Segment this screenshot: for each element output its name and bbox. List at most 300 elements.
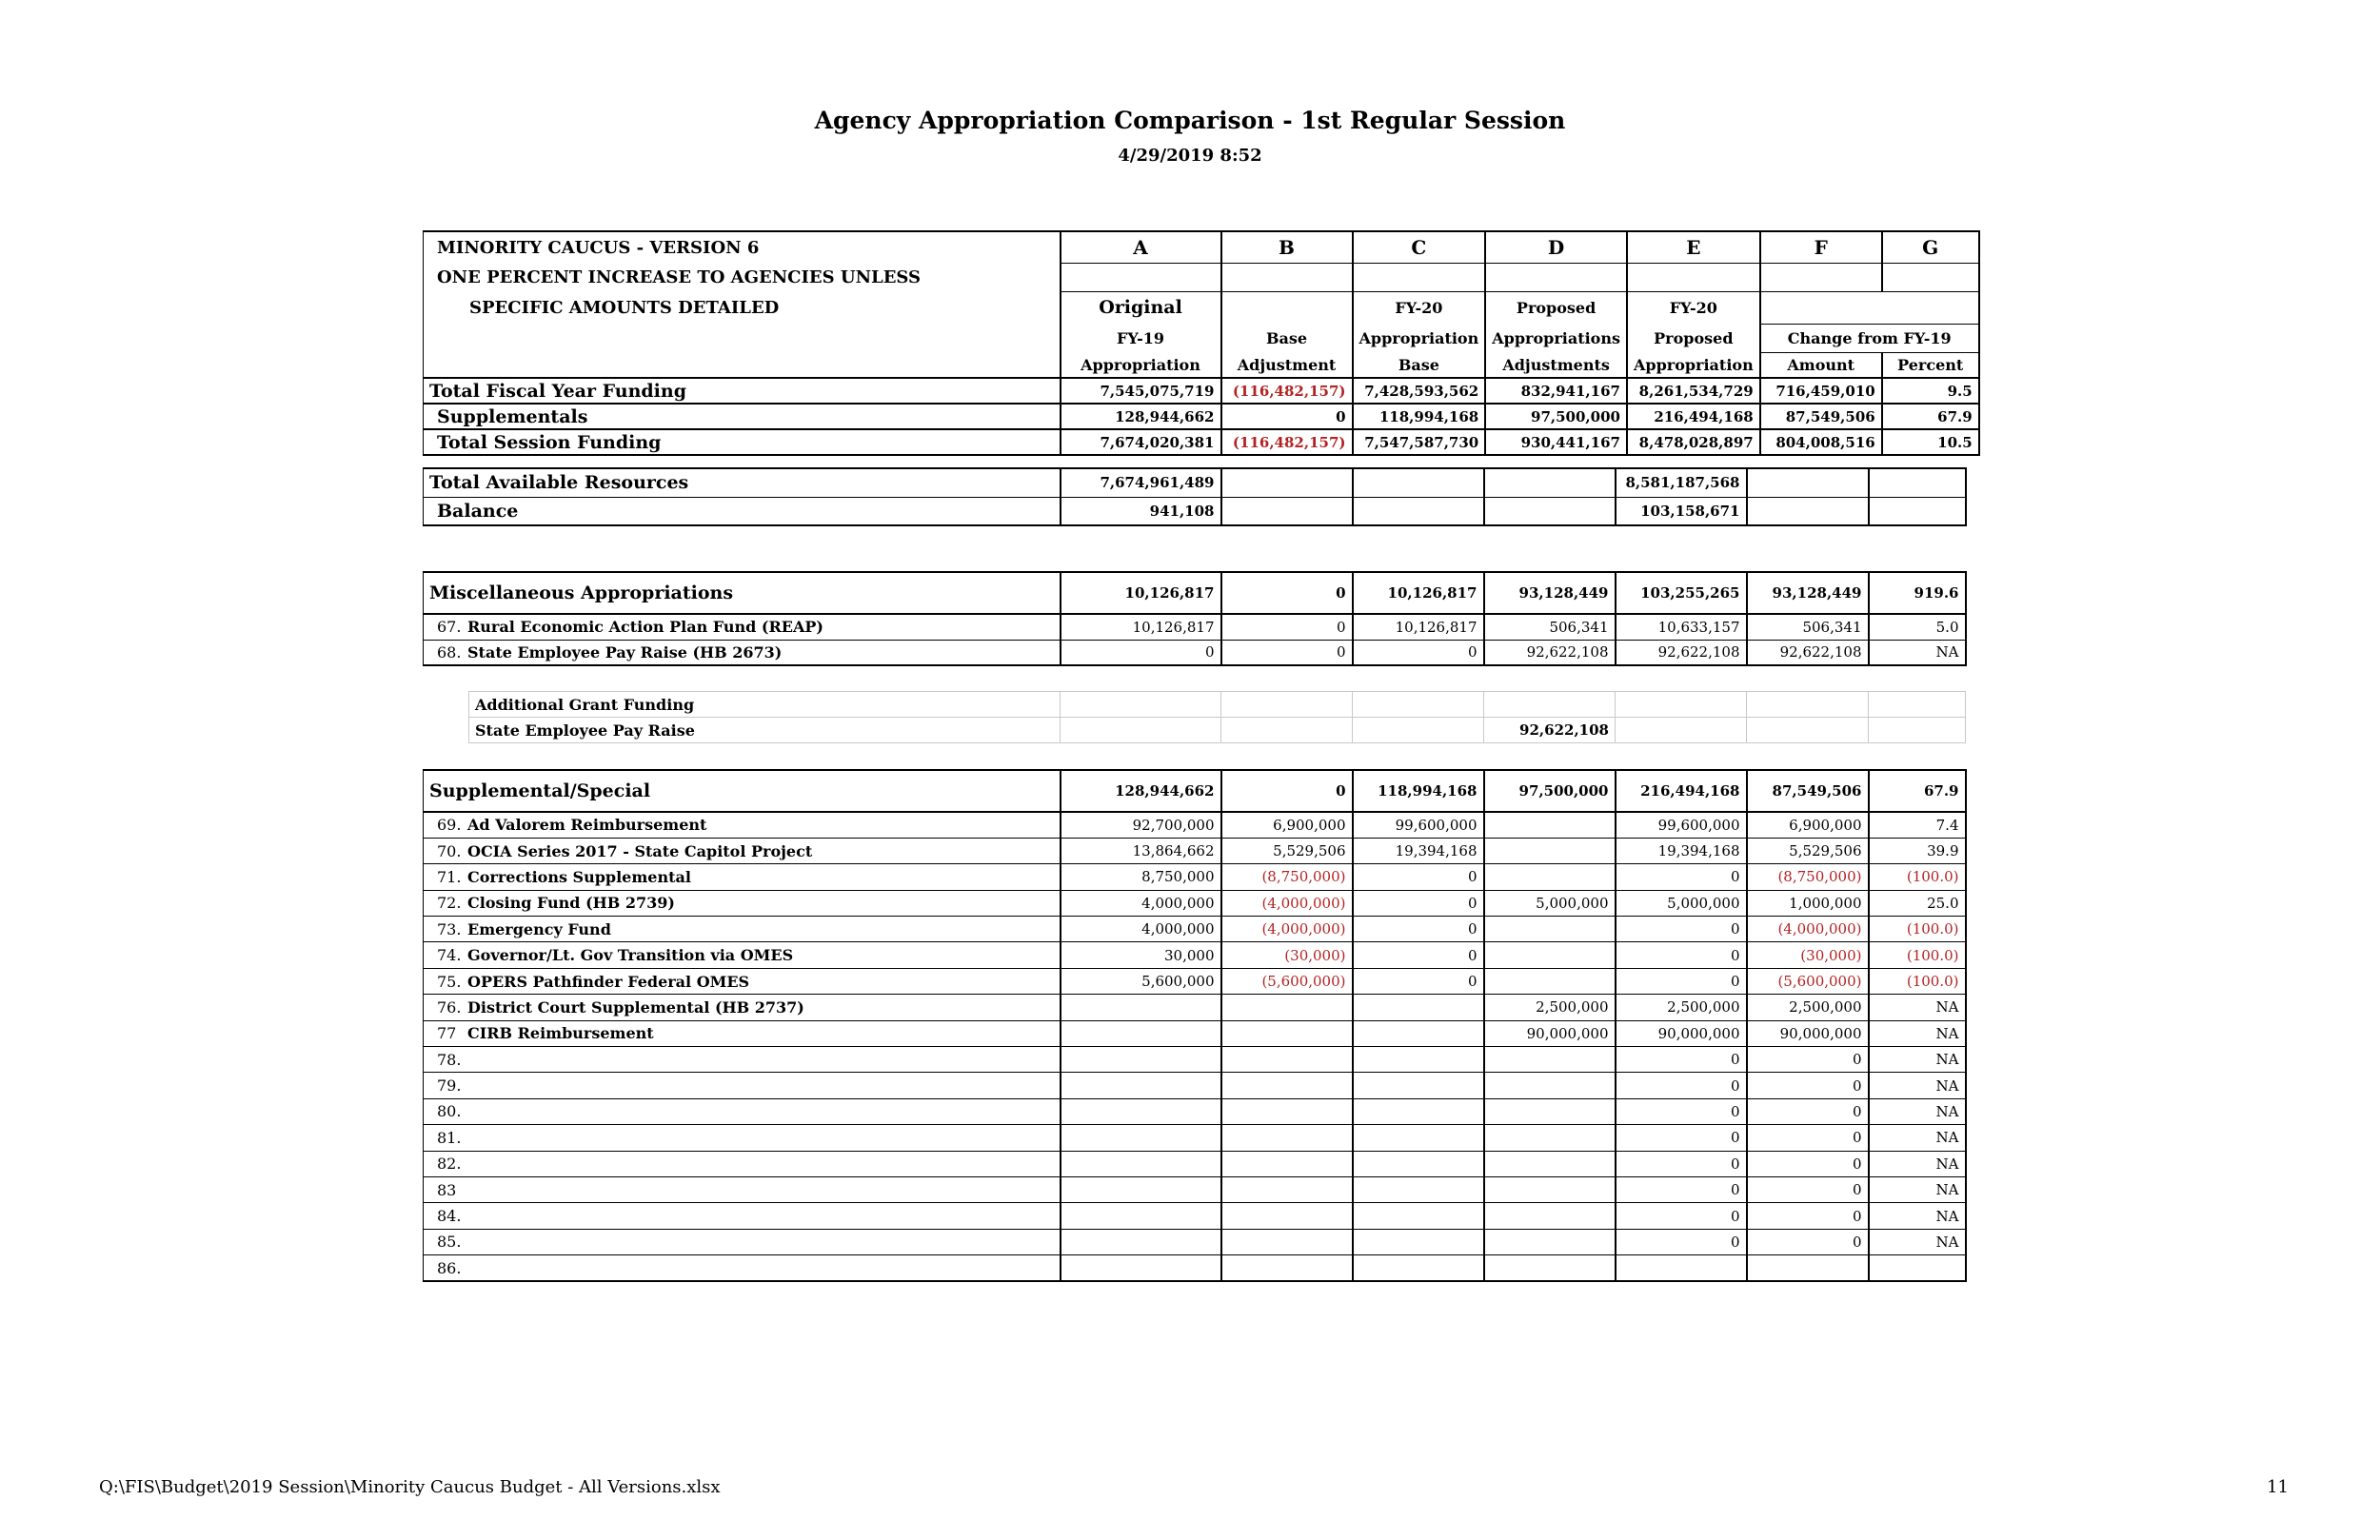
line-label: OCIA Series 2017 - State Capitol Project bbox=[467, 841, 813, 860]
value-cell: 0 bbox=[1616, 1098, 1747, 1124]
col-c-h3: Base bbox=[1353, 352, 1486, 378]
value-cell bbox=[1616, 718, 1747, 743]
value-cell: 0 bbox=[1353, 917, 1484, 942]
value-cell bbox=[1484, 942, 1616, 968]
value-cell: 0 bbox=[1616, 864, 1747, 890]
value-cell bbox=[1221, 1176, 1353, 1202]
value-cell bbox=[1061, 1151, 1221, 1176]
value-cell: 39.9 bbox=[1869, 838, 1966, 863]
value-cell bbox=[1747, 468, 1869, 497]
row-total-fiscal-year bbox=[424, 378, 1979, 404]
value-cell: 97,500,000 bbox=[1484, 770, 1616, 812]
line-number: 69. bbox=[437, 816, 462, 835]
col-e-h2: Proposed bbox=[1627, 324, 1760, 352]
value-cell: 0 bbox=[1616, 942, 1747, 968]
value-cell: 97,500,000 bbox=[1485, 404, 1627, 429]
value-cell: 930,441,167 bbox=[1485, 429, 1627, 455]
supp-line-item bbox=[424, 1176, 1966, 1202]
value-cell bbox=[1061, 692, 1221, 718]
line-number: 86. bbox=[437, 1258, 462, 1277]
line-number: 73. bbox=[437, 919, 462, 938]
value-cell: 99,600,000 bbox=[1353, 812, 1484, 838]
value-cell: NA bbox=[1869, 1073, 1966, 1098]
value-cell: (5,600,000) bbox=[1221, 968, 1353, 994]
value-cell: 5.0 bbox=[1869, 614, 1966, 640]
value-cell: 128,944,662 bbox=[1061, 404, 1221, 429]
col-letter-e: E bbox=[1627, 231, 1760, 263]
col-letter-d: D bbox=[1485, 231, 1627, 263]
value-cell: 804,008,516 bbox=[1760, 429, 1882, 455]
value-cell bbox=[1484, 1098, 1616, 1124]
value-cell: 2,500,000 bbox=[1747, 995, 1869, 1020]
value-cell: NA bbox=[1869, 995, 1966, 1020]
value-cell: 92,622,108 bbox=[1616, 640, 1747, 665]
value-cell: 216,494,168 bbox=[1616, 770, 1747, 812]
value-cell: 10.5 bbox=[1882, 429, 1979, 455]
misc-line-item-label bbox=[424, 640, 1061, 665]
value-cell bbox=[1353, 1047, 1484, 1073]
supp-line-item bbox=[424, 838, 1966, 863]
value-cell bbox=[1221, 1203, 1353, 1229]
row-total-session bbox=[424, 429, 1979, 455]
value-cell: 0 bbox=[1353, 968, 1484, 994]
value-cell bbox=[1353, 1098, 1484, 1124]
value-cell bbox=[1221, 1047, 1353, 1073]
supp-line-item-label bbox=[424, 1098, 1061, 1124]
value-cell: NA bbox=[1869, 1047, 1966, 1073]
value-cell: 87,549,506 bbox=[1747, 770, 1869, 812]
value-cell: 0 bbox=[1747, 1073, 1869, 1098]
col-d-h1: Proposed bbox=[1485, 291, 1627, 324]
summary-table bbox=[423, 230, 1980, 456]
line-number: 81. bbox=[437, 1128, 462, 1147]
col-e-h1: FY-20 bbox=[1627, 291, 1760, 324]
row-supp-total bbox=[424, 770, 1966, 812]
value-cell bbox=[1484, 468, 1616, 497]
value-cell: 8,478,028,897 bbox=[1627, 429, 1760, 455]
col-d-h2: Appropriations bbox=[1485, 324, 1627, 352]
value-cell: 2,500,000 bbox=[1484, 995, 1616, 1020]
value-cell: NA bbox=[1869, 1203, 1966, 1229]
timestamp: 4/29/2019 8:52 bbox=[1118, 146, 1262, 166]
col-g-header: Percent bbox=[1882, 352, 1979, 378]
value-cell bbox=[1484, 864, 1616, 890]
value-cell: 1,000,000 bbox=[1747, 890, 1869, 916]
supp-line-item-label bbox=[424, 1176, 1061, 1202]
supp-line-item bbox=[424, 1229, 1966, 1254]
value-cell: 10,126,817 bbox=[1061, 572, 1221, 614]
supp-line-item-label bbox=[424, 995, 1061, 1020]
value-cell: 92,622,108 bbox=[1747, 640, 1869, 665]
value-cell: 506,341 bbox=[1747, 614, 1869, 640]
value-cell: (30,000) bbox=[1747, 942, 1869, 968]
col-letter-f: F bbox=[1760, 231, 1882, 263]
value-cell: 0 bbox=[1221, 614, 1353, 640]
value-cell bbox=[1061, 1098, 1221, 1124]
value-cell: 4,000,000 bbox=[1061, 890, 1221, 916]
value-cell: 128,944,662 bbox=[1061, 770, 1221, 812]
line-label: Rural Economic Action Plan Fund (REAP) bbox=[467, 618, 823, 637]
value-cell bbox=[1221, 1125, 1353, 1151]
col-letter-c: C bbox=[1353, 231, 1486, 263]
value-cell: 10,126,817 bbox=[1353, 614, 1484, 640]
value-cell: 2,500,000 bbox=[1616, 995, 1747, 1020]
value-cell: 7,547,587,730 bbox=[1353, 429, 1486, 455]
value-cell bbox=[1616, 692, 1747, 718]
value-cell: (100.0) bbox=[1869, 942, 1966, 968]
value-cell: 7,674,961,489 bbox=[1061, 468, 1221, 497]
value-cell: (30,000) bbox=[1221, 942, 1353, 968]
value-cell bbox=[1061, 1020, 1221, 1046]
value-cell: 0 bbox=[1221, 572, 1353, 614]
line-number: 74. bbox=[437, 946, 462, 965]
supp-line-item bbox=[424, 1125, 1966, 1151]
supp-line-item bbox=[424, 1151, 1966, 1176]
value-cell: 7,545,075,719 bbox=[1061, 378, 1221, 404]
value-cell: 6,900,000 bbox=[1747, 812, 1869, 838]
col-b-h2: Adjustment bbox=[1221, 352, 1353, 378]
supp-line-item bbox=[424, 890, 1966, 916]
line-label: Emergency Fund bbox=[467, 919, 611, 938]
supp-line-item-label bbox=[424, 864, 1061, 890]
value-cell bbox=[1869, 718, 1966, 743]
value-cell: 716,459,010 bbox=[1760, 378, 1882, 404]
supp-line-item bbox=[424, 1203, 1966, 1229]
misc-line-item bbox=[424, 614, 1966, 640]
line-number: 76. bbox=[437, 997, 462, 1017]
row-total-available-label: Total Available Resources bbox=[424, 468, 1061, 497]
value-cell bbox=[1869, 692, 1966, 718]
value-cell: NA bbox=[1869, 1020, 1966, 1046]
value-cell: 0 bbox=[1616, 1151, 1747, 1176]
supp-line-item-label bbox=[424, 1229, 1061, 1254]
value-cell: 0 bbox=[1747, 1047, 1869, 1073]
value-cell bbox=[1353, 1255, 1484, 1281]
value-cell bbox=[1221, 1229, 1353, 1254]
value-cell: 0 bbox=[1747, 1229, 1869, 1254]
caucus-line-2: ONE PERCENT INCREASE TO AGENCIES UNLESS bbox=[424, 263, 1061, 291]
line-number: 85. bbox=[437, 1233, 462, 1252]
value-cell: 67.9 bbox=[1882, 404, 1979, 429]
value-cell: (4,000,000) bbox=[1747, 917, 1869, 942]
value-cell bbox=[1484, 917, 1616, 942]
misc-line-item-label bbox=[424, 614, 1061, 640]
value-cell: 0 bbox=[1061, 640, 1221, 665]
supp-line-item-label bbox=[424, 917, 1061, 942]
value-cell: 118,994,168 bbox=[1353, 770, 1484, 812]
row-total-available bbox=[424, 468, 1966, 497]
value-cell bbox=[1353, 1151, 1484, 1176]
value-cell bbox=[1061, 1176, 1221, 1202]
supp-line-item bbox=[424, 1255, 1966, 1281]
value-cell: (8,750,000) bbox=[1221, 864, 1353, 890]
value-cell bbox=[1484, 1125, 1616, 1151]
value-cell bbox=[1353, 1176, 1484, 1202]
row-supplementals-label: Supplementals bbox=[424, 404, 1061, 429]
supp-line-item-label bbox=[424, 1255, 1061, 1281]
value-cell: NA bbox=[1869, 1098, 1966, 1124]
value-cell: 19,394,168 bbox=[1616, 838, 1747, 863]
value-cell: (116,482,157) bbox=[1221, 429, 1353, 455]
row-total-session-label: Total Session Funding bbox=[424, 429, 1061, 455]
value-cell: 0 bbox=[1616, 1125, 1747, 1151]
misc-line-item bbox=[424, 640, 1966, 665]
file-path: Q:\FIS\Budget\2019 Session\Minority Caucus Budget - All Versions.xlsx bbox=[99, 1477, 721, 1497]
value-cell bbox=[1221, 1098, 1353, 1124]
value-cell: 832,941,167 bbox=[1485, 378, 1627, 404]
col-e-h3: Appropriation bbox=[1627, 352, 1760, 378]
value-cell: 0 bbox=[1616, 1176, 1747, 1202]
supp-line-item-label bbox=[424, 942, 1061, 968]
value-cell bbox=[1484, 968, 1616, 994]
line-number: 83 bbox=[437, 1180, 457, 1199]
value-cell: 0 bbox=[1747, 1098, 1869, 1124]
value-cell bbox=[1484, 838, 1616, 863]
supp-line-item bbox=[424, 917, 1966, 942]
value-cell bbox=[1221, 1073, 1353, 1098]
supp-line-item bbox=[424, 1073, 1966, 1098]
supp-line-item bbox=[424, 1020, 1966, 1046]
line-label: OPERS Pathfinder Federal OMES bbox=[467, 972, 750, 991]
value-cell: 19,394,168 bbox=[1353, 838, 1484, 863]
value-cell: 67.9 bbox=[1869, 770, 1966, 812]
value-cell: (4,000,000) bbox=[1221, 917, 1353, 942]
value-cell: 90,000,000 bbox=[1616, 1020, 1747, 1046]
value-cell: 30,000 bbox=[1061, 942, 1221, 968]
col-a-h1: Original bbox=[1061, 291, 1221, 324]
value-cell: 941,108 bbox=[1061, 497, 1221, 525]
col-b-h1: Base bbox=[1221, 324, 1353, 352]
value-cell: NA bbox=[1869, 1151, 1966, 1176]
value-cell: (116,482,157) bbox=[1221, 378, 1353, 404]
supp-line-item-label bbox=[424, 1203, 1061, 1229]
value-cell bbox=[1353, 1073, 1484, 1098]
value-cell: 8,261,534,729 bbox=[1627, 378, 1760, 404]
value-cell: NA bbox=[1869, 1125, 1966, 1151]
value-cell: 10,633,157 bbox=[1616, 614, 1747, 640]
value-cell: 5,000,000 bbox=[1616, 890, 1747, 916]
value-cell: 93,128,449 bbox=[1484, 572, 1616, 614]
value-cell bbox=[1221, 995, 1353, 1020]
supp-line-item bbox=[424, 1047, 1966, 1073]
value-cell bbox=[1221, 718, 1353, 743]
value-cell bbox=[1747, 692, 1869, 718]
col-a-h3: Appropriation bbox=[1061, 352, 1221, 378]
value-cell: (4,000,000) bbox=[1221, 890, 1353, 916]
value-cell: 0 bbox=[1616, 1073, 1747, 1098]
line-label: Governor/Lt. Gov Transition via OMES bbox=[467, 946, 794, 965]
value-cell bbox=[1221, 468, 1353, 497]
line-label: State Employee Pay Raise (HB 2673) bbox=[467, 642, 783, 661]
value-cell bbox=[1484, 1047, 1616, 1073]
value-cell: 5,600,000 bbox=[1061, 968, 1221, 994]
supp-line-item-label bbox=[424, 968, 1061, 994]
value-cell bbox=[1484, 812, 1616, 838]
value-cell: 8,750,000 bbox=[1061, 864, 1221, 890]
value-cell: (5,600,000) bbox=[1747, 968, 1869, 994]
value-cell bbox=[1061, 718, 1221, 743]
resources-table bbox=[423, 467, 1967, 526]
supp-line-item bbox=[424, 1098, 1966, 1124]
supplemental-special-table bbox=[423, 769, 1967, 1282]
supp-line-item-label bbox=[424, 890, 1061, 916]
col-f-header: Amount bbox=[1760, 352, 1882, 378]
value-cell bbox=[1747, 718, 1869, 743]
value-cell: 5,000,000 bbox=[1484, 890, 1616, 916]
value-cell bbox=[1353, 1125, 1484, 1151]
value-cell: NA bbox=[1869, 1229, 1966, 1254]
line-number: 71. bbox=[437, 867, 462, 886]
value-cell: 90,000,000 bbox=[1747, 1020, 1869, 1046]
page-number: 11 bbox=[2267, 1477, 2289, 1497]
misc-appropriations-table bbox=[423, 571, 1967, 666]
line-label: Corrections Supplemental bbox=[467, 867, 691, 886]
row-balance-label: Balance bbox=[424, 497, 1061, 525]
value-cell: 92,622,108 bbox=[1484, 718, 1616, 743]
value-cell: 0 bbox=[1353, 864, 1484, 890]
supp-line-item-label bbox=[424, 1020, 1061, 1046]
grant-row bbox=[469, 692, 1966, 718]
value-cell: (100.0) bbox=[1869, 968, 1966, 994]
value-cell bbox=[1353, 468, 1484, 497]
value-cell bbox=[1061, 1229, 1221, 1254]
line-number: 67. bbox=[437, 618, 462, 637]
value-cell: 7,674,020,381 bbox=[1061, 429, 1221, 455]
grant-funding-table bbox=[468, 691, 1966, 743]
value-cell bbox=[1484, 1073, 1616, 1098]
value-cell: (100.0) bbox=[1869, 864, 1966, 890]
row-total-fiscal-year-label: Total Fiscal Year Funding bbox=[424, 378, 1061, 404]
line-number: 68. bbox=[437, 642, 462, 661]
value-cell bbox=[1747, 1255, 1869, 1281]
value-cell: 0 bbox=[1353, 890, 1484, 916]
value-cell bbox=[1061, 1125, 1221, 1151]
value-cell bbox=[1869, 468, 1966, 497]
value-cell bbox=[1484, 497, 1616, 525]
value-cell: 87,549,506 bbox=[1760, 404, 1882, 429]
value-cell: 0 bbox=[1616, 1229, 1747, 1254]
col-letter-b: B bbox=[1221, 231, 1353, 263]
value-cell bbox=[1869, 1255, 1966, 1281]
value-cell bbox=[1353, 1020, 1484, 1046]
value-cell: 5,529,506 bbox=[1747, 838, 1869, 863]
value-cell: 7,428,593,562 bbox=[1353, 378, 1486, 404]
value-cell: 93,128,449 bbox=[1747, 572, 1869, 614]
value-cell bbox=[1061, 1047, 1221, 1073]
col-letter-a: A bbox=[1061, 231, 1221, 263]
value-cell: 0 bbox=[1353, 640, 1484, 665]
value-cell: 6,900,000 bbox=[1221, 812, 1353, 838]
value-cell: 25.0 bbox=[1869, 890, 1966, 916]
value-cell bbox=[1061, 1073, 1221, 1098]
value-cell bbox=[1353, 995, 1484, 1020]
line-number: 75. bbox=[437, 972, 462, 991]
value-cell: 13,864,662 bbox=[1061, 838, 1221, 863]
supp-line-item bbox=[424, 942, 1966, 968]
col-letter-g: G bbox=[1882, 231, 1979, 263]
value-cell: 0 bbox=[1221, 404, 1353, 429]
row-balance bbox=[424, 497, 1966, 525]
value-cell: 919.6 bbox=[1869, 572, 1966, 614]
supp-line-item-label bbox=[424, 1073, 1061, 1098]
page-title: Agency Appropriation Comparison - 1st Regular Session bbox=[814, 107, 1566, 134]
value-cell: NA bbox=[1869, 1176, 1966, 1202]
caucus-line-1: MINORITY CAUCUS - VERSION 6 bbox=[424, 231, 1061, 263]
value-cell bbox=[1353, 718, 1484, 743]
value-cell bbox=[1061, 1255, 1221, 1281]
value-cell: NA bbox=[1869, 640, 1966, 665]
value-cell bbox=[1484, 692, 1616, 718]
col-c-h2: Appropriation bbox=[1353, 324, 1486, 352]
value-cell bbox=[1484, 1176, 1616, 1202]
value-cell: 8,581,187,568 bbox=[1616, 468, 1747, 497]
col-c-h1: FY-20 bbox=[1353, 291, 1486, 324]
value-cell: 92,700,000 bbox=[1061, 812, 1221, 838]
change-group-header: Change from FY-19 bbox=[1760, 324, 1979, 352]
value-cell bbox=[1616, 1255, 1747, 1281]
value-cell: 9.5 bbox=[1882, 378, 1979, 404]
line-number: 82. bbox=[437, 1155, 462, 1174]
value-cell: 0 bbox=[1221, 770, 1353, 812]
value-cell bbox=[1061, 1203, 1221, 1229]
row-misc-total bbox=[424, 572, 1966, 614]
value-cell bbox=[1869, 497, 1966, 525]
value-cell bbox=[1484, 1255, 1616, 1281]
line-number: 72. bbox=[437, 894, 462, 913]
col-a-h2: FY-19 bbox=[1061, 324, 1221, 352]
supp-line-item bbox=[424, 864, 1966, 890]
value-cell: 4,000,000 bbox=[1061, 917, 1221, 942]
value-cell: 0 bbox=[1616, 1047, 1747, 1073]
supp-line-item-label bbox=[424, 812, 1061, 838]
value-cell bbox=[1221, 1255, 1353, 1281]
supp-line-item bbox=[424, 812, 1966, 838]
grant-row bbox=[469, 718, 1966, 743]
value-cell: 103,158,671 bbox=[1616, 497, 1747, 525]
value-cell: 0 bbox=[1616, 1203, 1747, 1229]
value-cell: 0 bbox=[1353, 942, 1484, 968]
value-cell: 7.4 bbox=[1869, 812, 1966, 838]
value-cell: 10,126,817 bbox=[1061, 614, 1221, 640]
value-cell bbox=[1484, 1229, 1616, 1254]
value-cell bbox=[1221, 497, 1353, 525]
value-cell: 10,126,817 bbox=[1353, 572, 1484, 614]
value-cell bbox=[1353, 692, 1484, 718]
line-label: Closing Fund (HB 2739) bbox=[467, 894, 675, 913]
value-cell bbox=[1484, 1203, 1616, 1229]
row-supp-total-label: Supplemental/Special bbox=[424, 770, 1061, 812]
value-cell bbox=[1221, 1151, 1353, 1176]
value-cell: 0 bbox=[1747, 1176, 1869, 1202]
value-cell: 0 bbox=[1616, 917, 1747, 942]
value-cell: 216,494,168 bbox=[1627, 404, 1760, 429]
value-cell: 0 bbox=[1616, 968, 1747, 994]
line-number: 70. bbox=[437, 841, 462, 860]
supp-line-item-label bbox=[424, 838, 1061, 863]
line-label: Ad Valorem Reimbursement bbox=[467, 816, 707, 835]
value-cell bbox=[1353, 497, 1484, 525]
value-cell: 103,255,265 bbox=[1616, 572, 1747, 614]
line-number: 80. bbox=[437, 1102, 462, 1121]
value-cell: 0 bbox=[1221, 640, 1353, 665]
line-label: CIRB Reimbursement bbox=[467, 1024, 654, 1043]
caucus-line-3: SPECIFIC AMOUNTS DETAILED bbox=[424, 291, 1061, 324]
value-cell bbox=[1353, 1203, 1484, 1229]
value-cell bbox=[1061, 995, 1221, 1020]
value-cell bbox=[1353, 1229, 1484, 1254]
value-cell bbox=[1221, 692, 1353, 718]
row-supplementals bbox=[424, 404, 1979, 429]
